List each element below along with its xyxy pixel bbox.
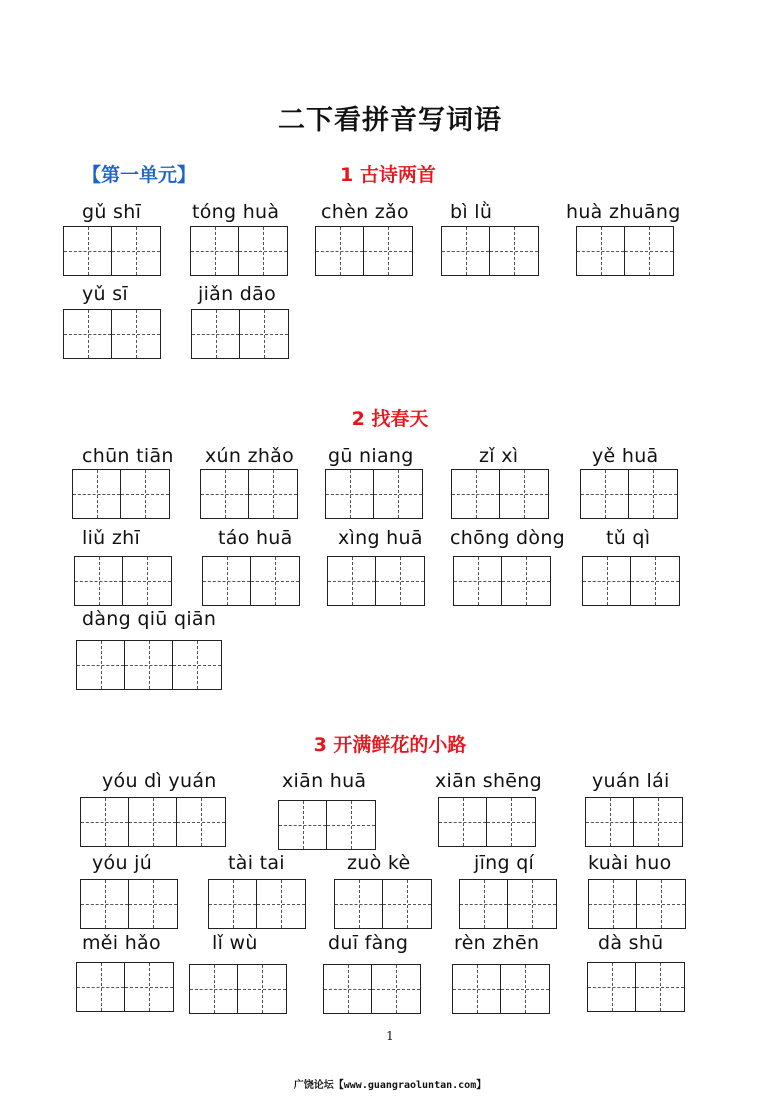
- tianzige-cell: [631, 557, 679, 605]
- pinyin-label: gǔ shī: [82, 201, 142, 223]
- pinyin-label: táo huā: [218, 527, 293, 549]
- tianzige-cell: [453, 965, 501, 1013]
- tianzige-cell: [460, 880, 508, 928]
- lesson-title: 2 找春天: [351, 408, 429, 430]
- tianzige-cell: [77, 963, 125, 1011]
- pinyin-label: rèn zhēn: [454, 932, 540, 954]
- pinyin-label: kuài huo: [588, 852, 672, 874]
- writing-grid: [190, 226, 288, 276]
- writing-grid: [202, 556, 300, 606]
- writing-grid: [334, 879, 432, 929]
- tianzige-cell: [249, 470, 297, 518]
- pinyin-label: duī fàng: [328, 932, 409, 954]
- writing-grid: [278, 800, 376, 850]
- writing-grid: [74, 556, 172, 606]
- writing-grid: [451, 469, 549, 519]
- writing-grid: [459, 879, 557, 929]
- tianzige-cell: [123, 557, 171, 605]
- page-number: 1: [386, 1029, 394, 1043]
- writing-grid: [63, 226, 161, 276]
- pinyin-label: xiān shēng: [435, 770, 542, 792]
- tianzige-cell: [192, 310, 240, 358]
- pinyin-label: yóu jú: [92, 852, 153, 874]
- tianzige-cell: [583, 557, 631, 605]
- pinyin-label: dà shū: [598, 932, 664, 954]
- writing-grid: [580, 469, 678, 519]
- tianzige-cell: [77, 641, 125, 689]
- pinyin-label: tài tai: [228, 852, 285, 874]
- tianzige-cell: [490, 227, 538, 275]
- tianzige-cell: [335, 880, 383, 928]
- tianzige-cell: [327, 801, 375, 849]
- tianzige-cell: [577, 227, 625, 275]
- pinyin-label: bì lǜ: [450, 201, 493, 223]
- tianzige-cell: [209, 880, 257, 928]
- pinyin-label: jīng qí: [474, 852, 535, 874]
- writing-grid: [80, 797, 226, 847]
- lesson-title: 1 古诗两首: [340, 164, 436, 186]
- writing-grid: [576, 226, 674, 276]
- pinyin-label: lǐ wù: [212, 932, 258, 954]
- pinyin-label: chèn zǎo: [321, 201, 409, 223]
- tianzige-cell: [500, 470, 548, 518]
- tianzige-cell: [502, 557, 550, 605]
- tianzige-cell: [73, 470, 121, 518]
- pinyin-label: dàng qiū qiān: [82, 608, 217, 630]
- tianzige-cell: [129, 880, 177, 928]
- page-title: 二下看拼音写词语: [278, 105, 502, 136]
- writing-grid: [438, 797, 536, 847]
- tianzige-cell: [454, 557, 502, 605]
- writing-grid: [76, 640, 222, 690]
- writing-grid: [441, 226, 539, 276]
- writing-grid: [63, 309, 161, 359]
- writing-grid: [582, 556, 680, 606]
- tianzige-cell: [324, 965, 372, 1013]
- writing-grid: [588, 879, 686, 929]
- writing-grid: [191, 309, 289, 359]
- tianzige-cell: [257, 880, 305, 928]
- tianzige-cell: [452, 470, 500, 518]
- tianzige-cell: [634, 798, 682, 846]
- tianzige-cell: [372, 965, 420, 1013]
- pinyin-label: xiān huā: [282, 770, 367, 792]
- tianzige-cell: [637, 880, 685, 928]
- writing-grid: [315, 226, 413, 276]
- pinyin-label: chōng dòng: [450, 527, 566, 549]
- pinyin-label: zuò kè: [347, 852, 411, 874]
- unit-label: 【第一单元】: [82, 164, 197, 186]
- pinyin-label: yuán lái: [592, 770, 670, 792]
- tianzige-cell: [201, 470, 249, 518]
- tianzige-cell: [439, 798, 487, 846]
- writing-grid: [76, 962, 174, 1012]
- tianzige-cell: [442, 227, 490, 275]
- pinyin-label: zǐ xì: [479, 445, 519, 467]
- writing-grid: [323, 964, 421, 1014]
- writing-grid: [585, 797, 683, 847]
- pinyin-label: jiǎn dāo: [198, 283, 277, 305]
- pinyin-label: gū niang: [328, 445, 414, 467]
- pinyin-label: měi hǎo: [82, 932, 161, 954]
- tianzige-cell: [203, 557, 251, 605]
- tianzige-cell: [112, 227, 160, 275]
- tianzige-cell: [508, 880, 556, 928]
- tianzige-cell: [177, 798, 225, 846]
- tianzige-cell: [376, 557, 424, 605]
- tianzige-cell: [191, 227, 239, 275]
- tianzige-cell: [279, 801, 327, 849]
- tianzige-cell: [121, 470, 169, 518]
- pinyin-label: yǔ sī: [82, 283, 129, 305]
- tianzige-cell: [112, 310, 160, 358]
- writing-grid: [587, 962, 685, 1012]
- tianzige-cell: [238, 965, 286, 1013]
- tianzige-cell: [240, 310, 288, 358]
- tianzige-cell: [581, 470, 629, 518]
- writing-grid: [453, 556, 551, 606]
- footer-text: 广饶论坛【www.guangraoluntan.com】: [293, 1080, 487, 1091]
- tianzige-cell: [81, 880, 129, 928]
- tianzige-cell: [636, 963, 684, 1011]
- tianzige-cell: [588, 963, 636, 1011]
- pinyin-label: liǔ zhī: [82, 527, 141, 549]
- tianzige-cell: [629, 470, 677, 518]
- lesson-title: 3 开满鲜花的小路: [313, 734, 467, 756]
- tianzige-cell: [173, 641, 221, 689]
- writing-grid: [200, 469, 298, 519]
- tianzige-cell: [625, 227, 673, 275]
- pinyin-label: xìng huā: [338, 527, 423, 549]
- writing-grid: [80, 879, 178, 929]
- tianzige-cell: [589, 880, 637, 928]
- pinyin-label: tóng huà: [192, 201, 280, 223]
- pinyin-label: tǔ qì: [606, 527, 651, 549]
- tianzige-cell: [383, 880, 431, 928]
- tianzige-cell: [328, 557, 376, 605]
- tianzige-cell: [364, 227, 412, 275]
- pinyin-label: chūn tiān: [82, 445, 174, 467]
- writing-grid: [72, 469, 170, 519]
- tianzige-cell: [81, 798, 129, 846]
- tianzige-cell: [64, 310, 112, 358]
- tianzige-cell: [75, 557, 123, 605]
- writing-grid: [325, 469, 423, 519]
- tianzige-cell: [501, 965, 549, 1013]
- tianzige-cell: [125, 641, 173, 689]
- tianzige-cell: [487, 798, 535, 846]
- pinyin-label: huà zhuāng: [566, 201, 681, 223]
- writing-grid: [208, 879, 306, 929]
- pinyin-label: yóu dì yuán: [102, 770, 217, 792]
- pinyin-label: yě huā: [592, 445, 659, 467]
- tianzige-cell: [129, 798, 177, 846]
- tianzige-cell: [251, 557, 299, 605]
- tianzige-cell: [374, 470, 422, 518]
- writing-grid: [452, 964, 550, 1014]
- tianzige-cell: [64, 227, 112, 275]
- tianzige-cell: [239, 227, 287, 275]
- tianzige-cell: [190, 965, 238, 1013]
- writing-grid: [189, 964, 287, 1014]
- pinyin-label: xún zhǎo: [205, 445, 295, 467]
- writing-grid: [327, 556, 425, 606]
- tianzige-cell: [586, 798, 634, 846]
- tianzige-cell: [326, 470, 374, 518]
- tianzige-cell: [125, 963, 173, 1011]
- tianzige-cell: [316, 227, 364, 275]
